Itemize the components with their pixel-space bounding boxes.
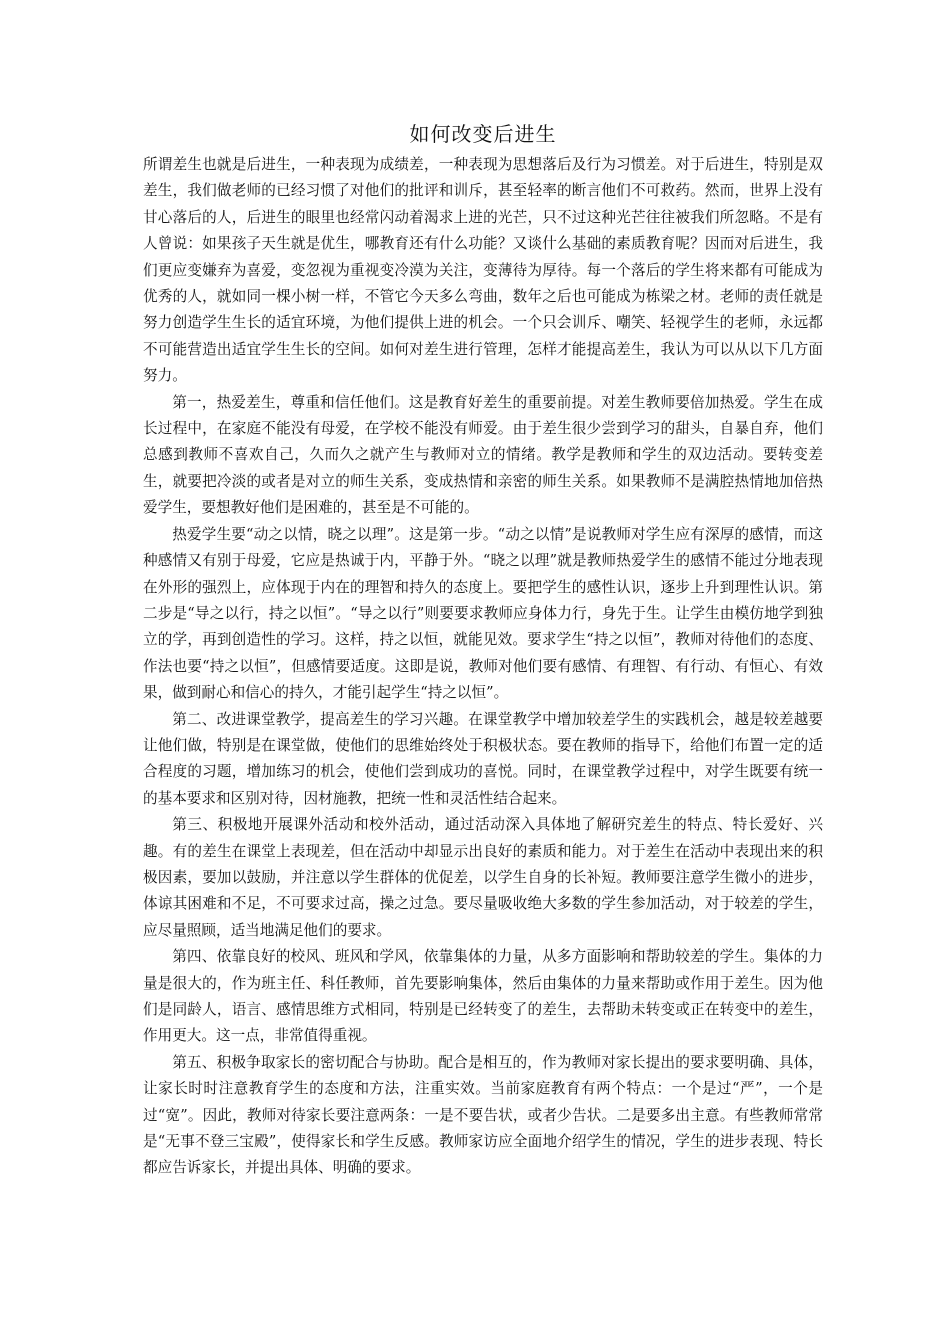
paragraph-point-1: 第一，热爱差生，尊重和信任他们。这是教育好差生的重要前提。对差生教师要倍加热爱。学生在成长过程中，在家庭不能没有母爱，在学校不能没有师爱。由于差生很少尝到学习的甜头，自暴自弃，他们总感到教师不喜欢自己，久而久之就产生与教师对立的情绪。教学是教师和学生的双边活动。要转变差生，就要把冷淡的或者是对立的师生关系，变成热情和亲密的师生关系。如果教师不是满腔热情地加倍热爱学生，要想教好他们是困难的，甚至是不可能的。 [143,393,823,517]
paragraph-point-5: 第五、积极争取家长的密切配合与协助。配合是相互的，作为教师对家长提出的要求要明确、具体，让家长时时注意教育学生的态度和方法，注重实效。当前家庭教育有两个特点：一个是过“严”，一个是过“宽”。因此，教师对待家长要注意两条：一是不要告状，或者少告状。二是要多出主意。有些教师常常是“无事不登三宝殿”，使得家长和学生反感。教师家访应全面地介绍学生的情况，学生的进步表现、特长都应告诉家长，并提出具体、明确的要求。 [143,1053,823,1177]
document-title: 如何改变后进生 [409,122,557,146]
paragraph-point-1-detail: 热爱学生要“动之以情，晓之以理”。这是第一步。“动之以情”是说教师对学生应有深厚的感情，而这种感情又有别于母爱，它应是热诚于内，平静于外。“晓之以理”就是教师热爱学生的感情不能过分地表现在外形的强烈上，应体现于内在的理智和持久的态度上。要把学生的感性认识，逐步上升到理性认识。第二步是“导之以行，持之以恒”。“导之以行”则要要求教师应身体力行，身先于生。让学生由模仿地学到独立的学，再到创造性的学习。这样，持之以恒，就能见效。要求学生“持之以恒”，教师对待他们的态度、作法也要“持之以恒”，但感情要适度。这即是说，教师对他们要有感情、有理智、有行动、有恒心、有效果，做到耐心和信心的持久，才能引起学生“持之以恒”。 [143,525,823,702]
paragraph-point-3: 第三、积极地开展课外活动和校外活动，通过活动深入具体地了解研究差生的特点、特长爱好、兴趣。有的差生在课堂上表现差，但在活动中却显示出良好的素质和能力。对于差生在活动中表现出来的积极因素，要加以鼓励，并注意以学生群体的优促差，以学生自身的长补短。教师要注意学生微小的进步，体谅其困难和不足，不可要求过高，操之过急。要尽量吸收绝大多数的学生参加活动，对于较差的学生，应尽量照顾，适当地满足他们的要求。 [143,816,823,939]
paragraph-intro: 所谓差生也就是后进生，一种表现为成绩差，一种表现为思想落后及行为习惯差。对于后进生，特别是双差生，我们做老师的已经习惯了对他们的批评和训斥，甚至轻率的断言他们不可救药。然而，世界上没有甘心落后的人，后进生的眼里也经常闪动着渴求上进的光芒，只不过这种光芒往往被我们所忽略。不是有人曾说：如果孩子天生就是优生，哪教育还有什么功能？又谈什么基础的素质教育呢？因而对后进生，我们更应变嫌弃为喜爱，变忽视为重视变冷漠为关注，变薄待为厚待。每一个落后的学生将来都有可能成为优秀的人，就如同一棵小树一样，不管它今天多么弯曲，数年之后也可能成为栋梁之材。老师的责任就是努力创造学生生长的适宜环境，为他们提供上进的机会。一个只会训斥、嘲笑、轻视学生的老师，永远都不可能营造出适宜学生生长的空间。如何对差生进行管理，怎样才能提高差生，我认为可以从以下几方面努力。 [143,156,823,385]
paragraph-point-4: 第四、依靠良好的校风、班风和学风，依靠集体的力量，从多方面影响和帮助较差的学生。集体的力量是很大的，作为班主任、科任教师，首先要影响集体，然后由集体的力量来帮助或作用于差生。因为他们是同龄人，语言、感情思维方式相同，特别是已经转变了的差生，去帮助未转变或正在转变中的差生，作用更大。这一点，非常值得重视。 [143,948,823,1045]
paragraph-point-2: 第二、改进课堂教学，提高差生的学习兴趣。在课堂教学中增加较差学生的实践机会，越是较差越要让他们做，特别是在课堂做，使他们的思维始终处于积极状态。要在教师的指导下，给他们布置一定的适合程度的习题，增加练习的机会，使他们尝到成功的喜悦。同时，在课堂教学过程中，对学生既要有统一的基本要求和区别对待，因材施教，把统一性和灵活性结合起来。 [143,710,823,807]
document-page [143,120,823,1182]
